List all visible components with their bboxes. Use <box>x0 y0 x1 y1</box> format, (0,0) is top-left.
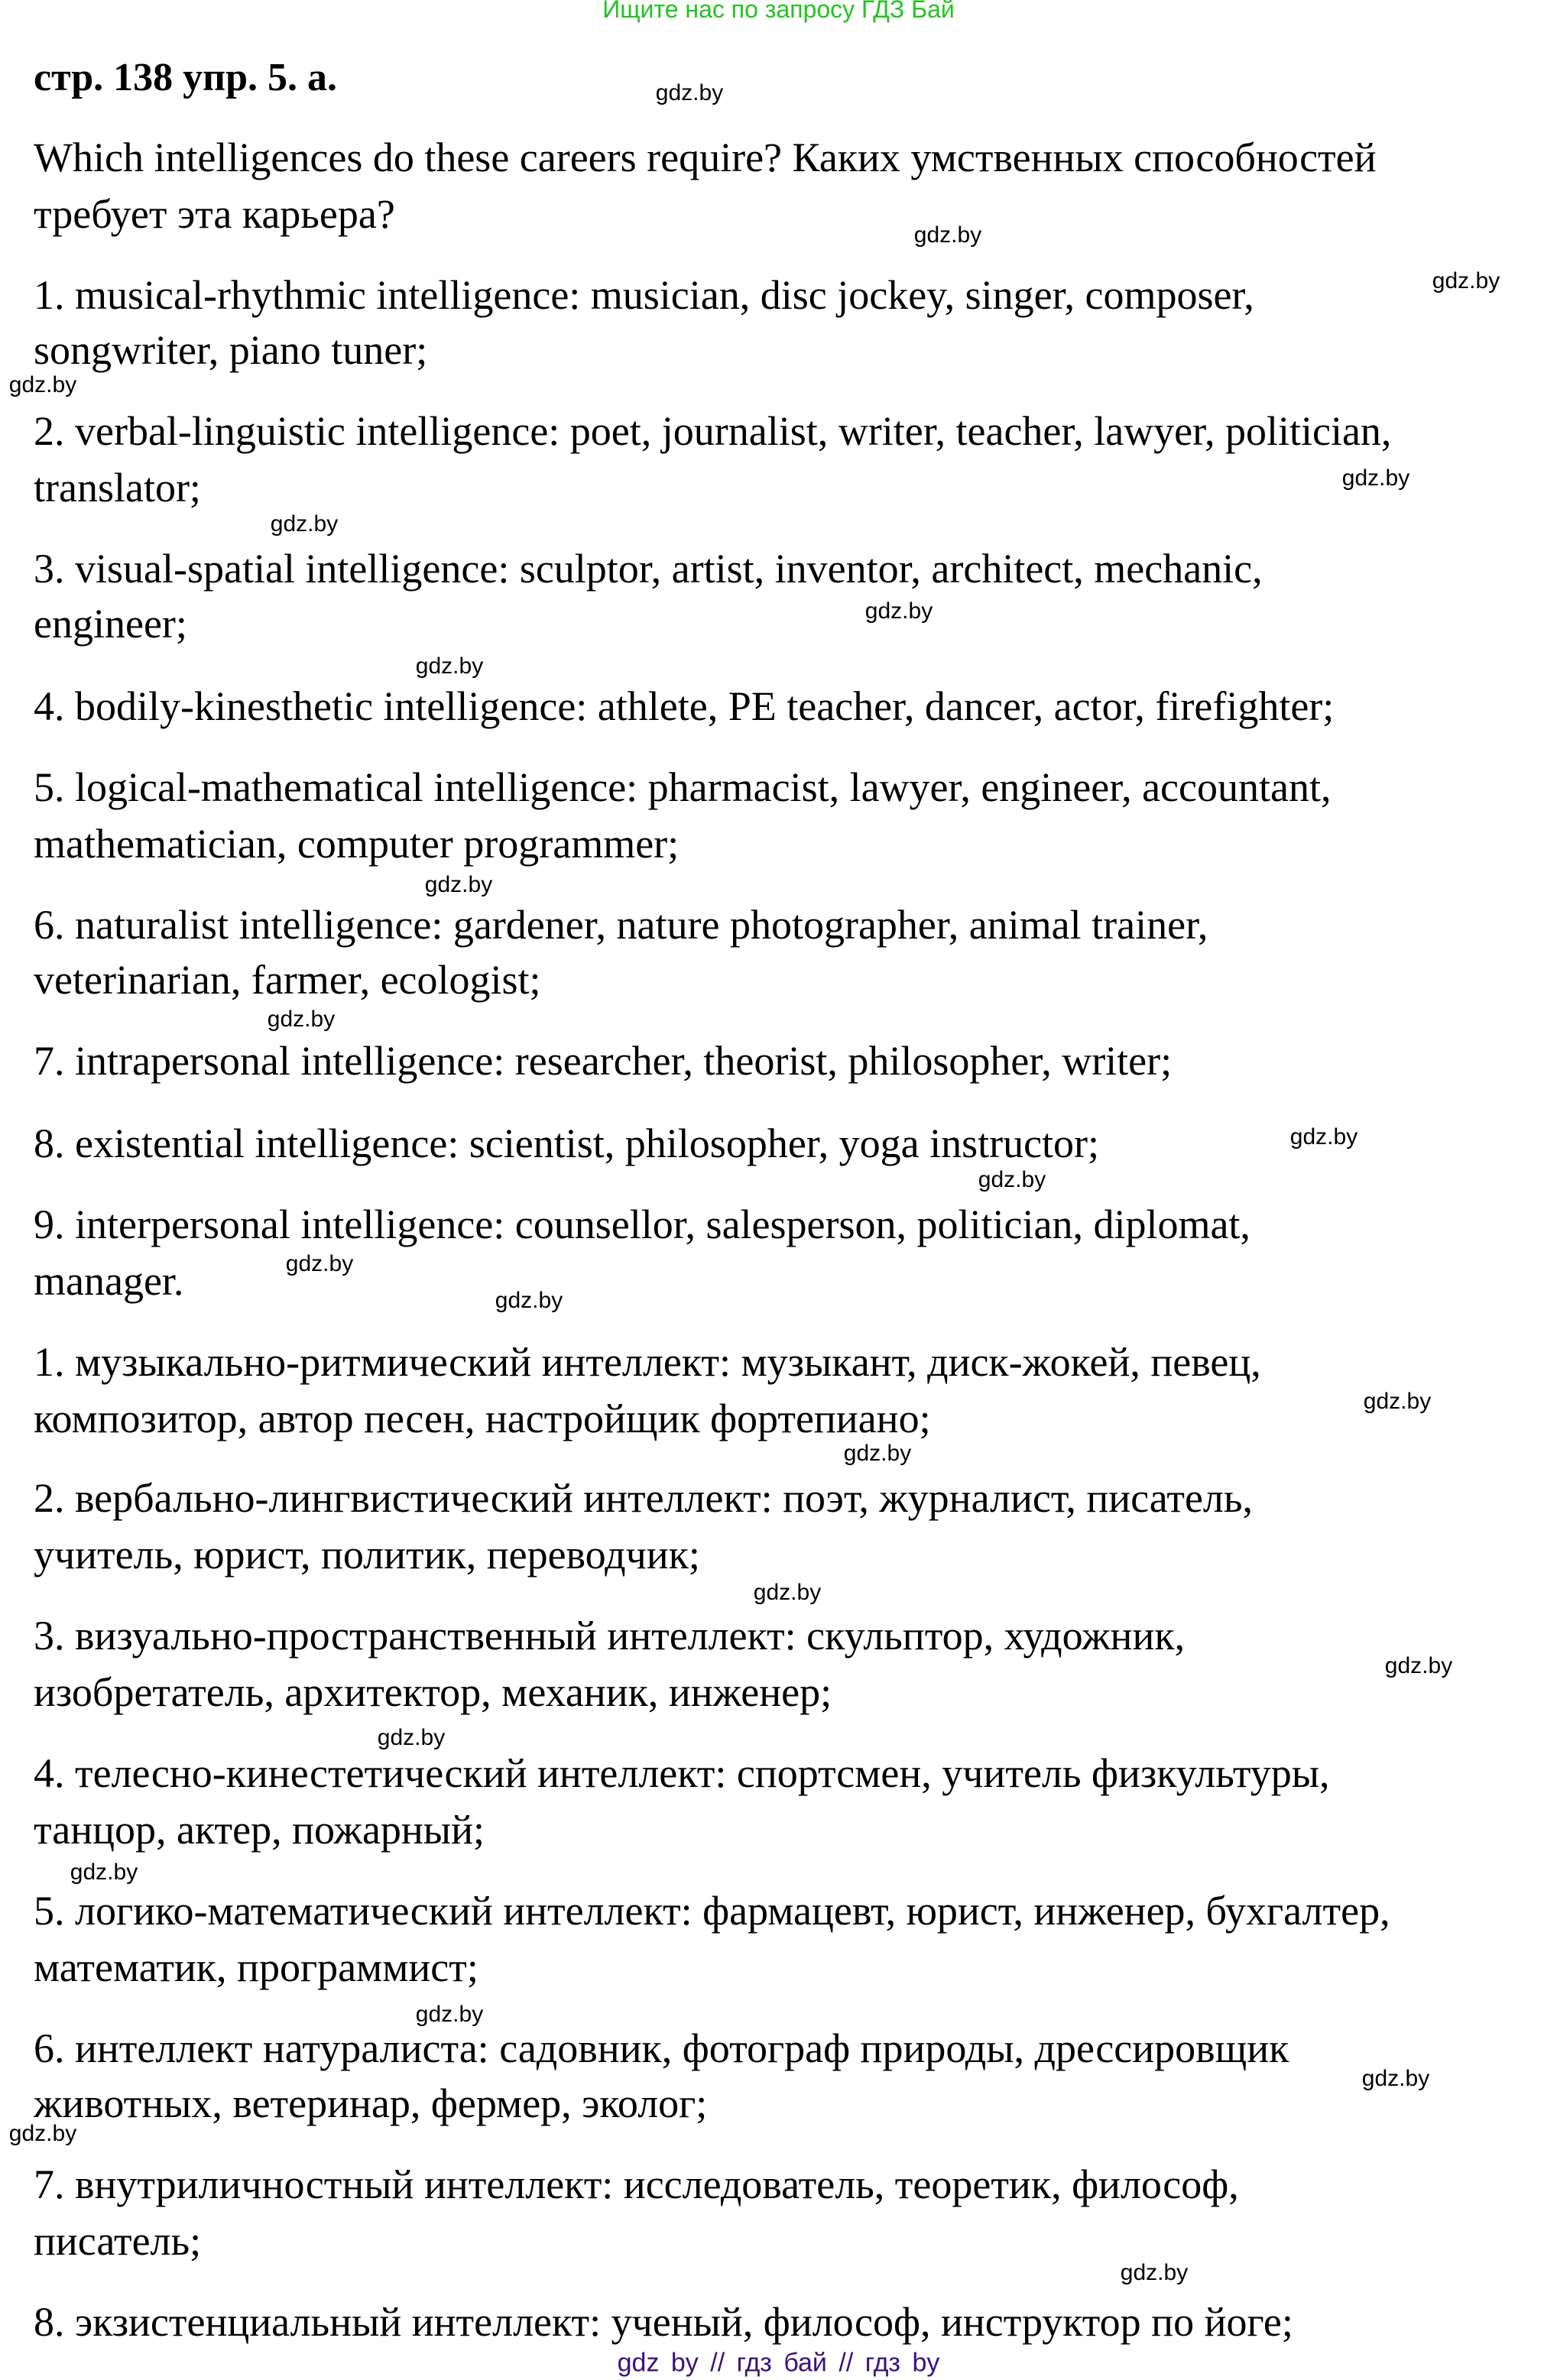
russian-item-line: 4. телесно-кинестетический интеллект: спортсмен, учитель физкультуры, <box>34 1750 1330 1796</box>
gdz-watermark: gdz.by <box>495 1288 563 1313</box>
english-item-line: 8. existential intelligence: scientist, philosopher, yoga instructor; <box>34 1120 1100 1166</box>
english-item-line: veterinarian, farmer, ecologist; <box>34 957 541 1003</box>
gdz-watermark: gdz.by <box>8 2121 77 2146</box>
gdz-watermark: gdz.by <box>285 1251 354 1276</box>
english-item-line: 3. visual-spatial intelligence: sculptor, artist, inventor, architect, mechanic, <box>34 546 1263 592</box>
gdz-watermark: gdz.by <box>1432 268 1500 293</box>
english-item-line: 4. bodily-kinesthetic intelligence: athlete, PE teacher, dancer, actor, firefighter; <box>34 683 1335 729</box>
english-item-line: translator; <box>34 465 201 511</box>
english-item-line: engineer; <box>34 601 187 647</box>
russian-item-line: композитор, автор песен, настройщик фортепиано; <box>34 1396 931 1441</box>
gdz-watermark: gdz.by <box>1120 2260 1189 2285</box>
gdz-watermark: gdz.by <box>415 2002 484 2027</box>
russian-item-line: 1. музыкально-ритмический интеллект: музыкант, диск-жокей, певец, <box>34 1339 1261 1385</box>
exercise-title: стр. 138 упр. 5. а. <box>34 56 338 99</box>
russian-item-line: 3. визуально-пространственный интеллект: скульптор, художник, <box>34 1613 1186 1659</box>
russian-item-line: 8. экзистенциальный интеллект: ученый, философ, инструктор по йоге; <box>34 2299 1293 2345</box>
gdz-watermark: gdz.by <box>424 872 493 897</box>
intro-line: Which intelligences do these careers require? Каких умственных способностей <box>34 135 1377 180</box>
gdz-watermark: gdz.by <box>270 511 339 537</box>
english-item-line: songwriter, piano tuner; <box>34 327 428 373</box>
russian-item-line: изобретатель, архитектор, механик, инженер; <box>34 1669 832 1715</box>
russian-item-line: писатель; <box>34 2218 202 2264</box>
russian-item-line: 2. вербально-лингвистический интеллект: поэт, журналист, писатель, <box>34 1475 1254 1521</box>
gdz-watermark: gdz.by <box>843 1441 912 1466</box>
intro-line: требует эта карьера? <box>34 191 395 237</box>
english-item-line: 5. logical-mathematical intelligence: pharmacist, lawyer, engineer, accountant, <box>34 764 1332 810</box>
russian-item-line: животных, ветеринар, фермер, эколог; <box>34 2080 708 2126</box>
gdz-watermark: gdz.by <box>913 222 982 248</box>
gdz-watermark: gdz.by <box>978 1167 1046 1192</box>
russian-item-line: 6. интеллект натуралиста: садовник, фотограф природы, дрессировщик <box>34 2025 1289 2071</box>
russian-item-line: математик, программист; <box>34 1944 478 1990</box>
gdz-watermark: gdz.by <box>1361 2066 1430 2091</box>
russian-item-line: 5. логико-математический интеллект: фармацевт, юрист, инженер, бухгалтер, <box>34 1888 1390 1934</box>
gdz-watermark: gdz.by <box>753 1580 822 1605</box>
english-item-line: 6. naturalist intelligence: gardener, nature photographer, animal trainer, <box>34 902 1208 948</box>
gdz-watermark: gdz.by <box>70 1860 138 1885</box>
gdz-watermark: gdz.by <box>655 80 724 105</box>
gdz-watermark: gdz.by <box>415 653 484 679</box>
gdz-watermark: gdz.by <box>864 598 933 624</box>
gdz-watermark: gdz.by <box>1289 1124 1358 1149</box>
gdz-watermark: gdz.by <box>1341 465 1410 491</box>
gdz-watermark: gdz.by <box>267 1007 336 1032</box>
gdz-watermark: gdz.by <box>377 1725 446 1750</box>
footer-watermark: gdz by // гдз бай // гдз by <box>617 2348 940 2378</box>
gdz-watermark: gdz.by <box>8 372 77 397</box>
english-item-line: 9. interpersonal intelligence: counsellor, salesperson, politician, diplomat, <box>34 1201 1250 1247</box>
russian-item-line: танцор, актер, пожарный; <box>34 1807 485 1853</box>
gdz-watermark: gdz.by <box>1384 1653 1453 1678</box>
russian-item-line: учитель, юрист, политик, переводчик; <box>34 1532 700 1577</box>
russian-item-line: 7. внутриличностный интеллект: исследователь, теоретик, философ, <box>34 2161 1239 2207</box>
english-item-line: 1. musical-rhythmic intelligence: musician, disc jockey, singer, composer, <box>34 272 1254 318</box>
english-item-line: 7. intrapersonal intelligence: researcher, theorist, philosopher, writer; <box>34 1038 1173 1084</box>
gdz-watermark: gdz.by <box>1363 1389 1432 1414</box>
search-hint-banner: Ищите нас по запросу ГДЗ Бай <box>602 0 955 23</box>
english-item-line: manager. <box>34 1258 184 1304</box>
english-item-line: 2. verbal-linguistic intelligence: poet, journalist, writer, teacher, lawyer, politician, <box>34 408 1392 454</box>
english-item-line: mathematician, computer programmer; <box>34 821 680 867</box>
